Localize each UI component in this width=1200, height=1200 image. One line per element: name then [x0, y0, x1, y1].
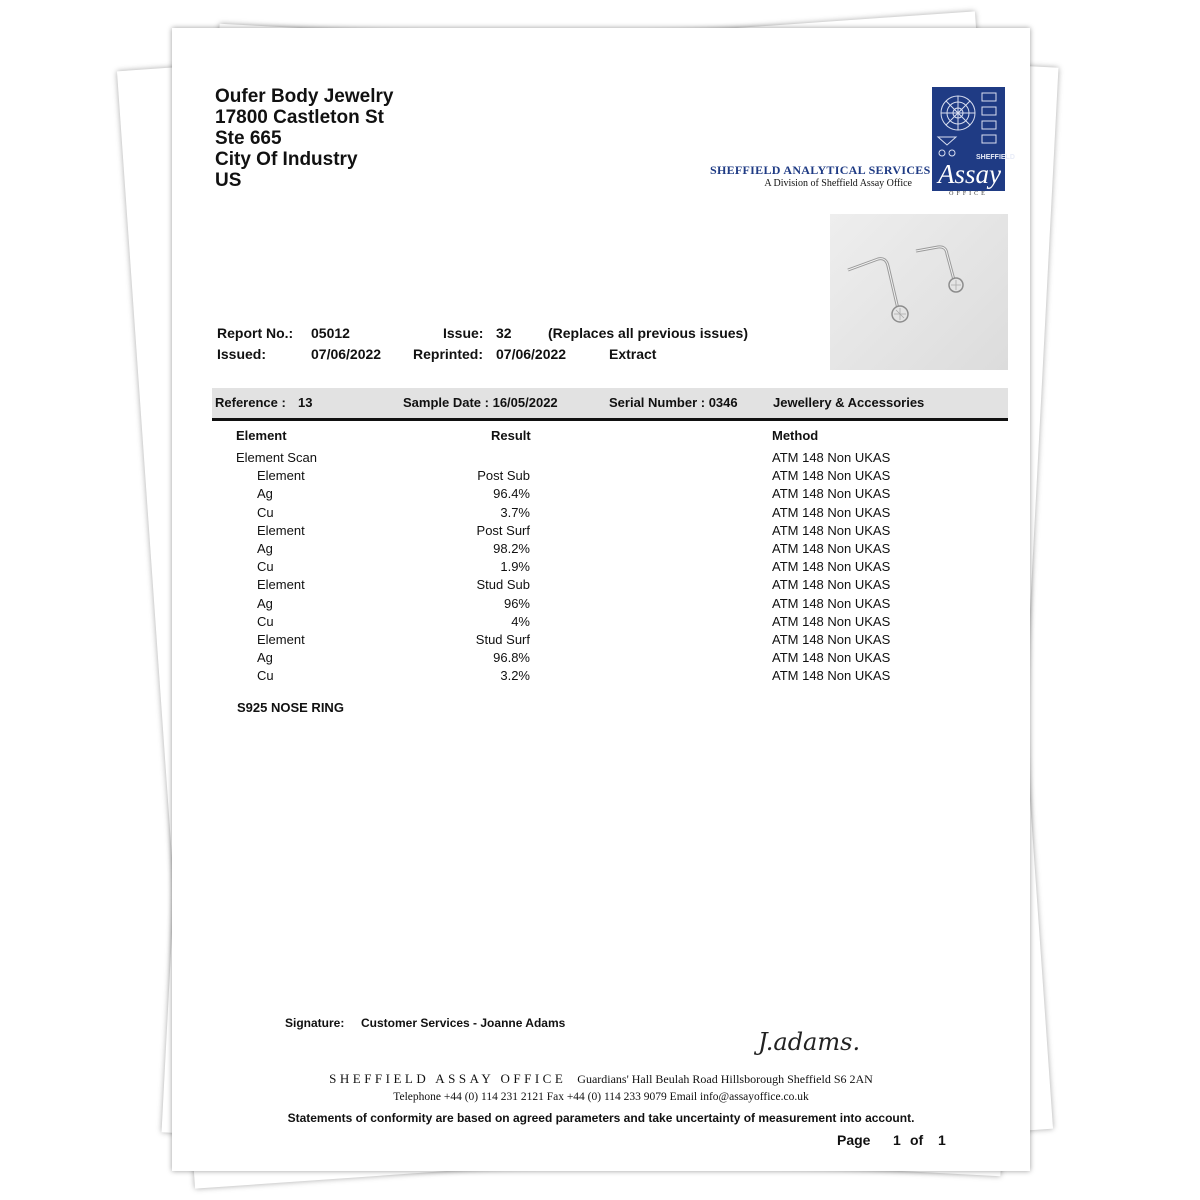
table-row	[172, 541, 1030, 559]
table-row	[172, 650, 1030, 668]
signatory-name: Customer Services - Joanne Adams	[361, 1016, 566, 1030]
row-method: ATM 148 Non UKAS	[772, 595, 891, 611]
replaces-note: (Replaces all previous issues)	[548, 325, 748, 341]
row-element: Ag	[257, 595, 273, 611]
issued-date: 07/06/2022	[311, 346, 382, 362]
row-method: ATM 148 Non UKAS	[772, 450, 891, 465]
product-name: S925 NOSE RING	[237, 700, 344, 715]
row-result: 96.4%	[493, 486, 530, 502]
footer-contact: Telephone +44 (0) 114 231 2121 Fax +44 (0) 114 233 9079 Email info@assayoffice.co.uk	[393, 1091, 809, 1103]
extract-label: Extract	[609, 346, 657, 362]
column-header-result: Result	[491, 428, 531, 443]
row-method: ATM 148 Non UKAS	[772, 504, 891, 520]
row-method: ATM 148 Non UKAS	[772, 613, 891, 629]
sample-date: Sample Date : 16/05/2022	[403, 395, 558, 410]
badge-bottom-text: OFFICE	[949, 191, 988, 197]
reference-value: 13	[298, 395, 313, 410]
row-element: Element	[257, 468, 305, 484]
assay-office-logo	[932, 87, 1015, 191]
signature-label: Signature:	[285, 1016, 345, 1030]
row-element: Cu	[257, 668, 274, 684]
row-element: Element Scan	[236, 450, 317, 465]
footer-office: SHEFFIELD ASSAY OFFICE	[329, 1071, 567, 1086]
report-no-label: Report No.:	[217, 325, 294, 341]
row-element: Element	[257, 632, 305, 647]
row-method: ATM 148 Non UKAS	[772, 632, 891, 647]
row-element: Element	[257, 522, 305, 538]
address-line: US	[215, 170, 242, 191]
handwritten-signature: J.adams.	[758, 1028, 861, 1056]
row-element: Cu	[257, 613, 274, 629]
row-element: Cu	[257, 504, 274, 520]
row-result: 3.7%	[500, 504, 530, 520]
issue-label: Issue:	[443, 325, 484, 341]
badge-top-text: SHEFFIELD	[976, 154, 1015, 161]
issued-label: Issued:	[217, 346, 267, 362]
address-line: 17800 Castleton St	[215, 107, 384, 128]
row-result: Post Surf	[476, 522, 530, 538]
tudor-rose-icon	[932, 87, 1015, 191]
page-total: 1	[938, 1132, 946, 1148]
table-row	[172, 450, 1030, 468]
table-row	[172, 668, 1030, 686]
footer-address: Guardians' Hall Beulah Road Hillsborough Sheffield S6 2AN	[577, 1072, 873, 1086]
table-row	[172, 632, 1030, 650]
certificate-page	[172, 28, 1030, 1171]
lab-name	[710, 163, 931, 189]
row-result: 96%	[503, 595, 530, 611]
row-element: Ag	[257, 541, 273, 556]
table-row	[172, 468, 1030, 486]
row-result: 1.9%	[500, 559, 530, 575]
lab-org: SHEFFIELD ANALYTICAL SERVICES	[710, 163, 931, 177]
address-line: Oufer Body Jewelry	[215, 86, 394, 107]
row-method: ATM 148 Non UKAS	[772, 668, 891, 684]
row-method: ATM 148 Non UKAS	[772, 486, 891, 502]
table-row	[172, 614, 1030, 632]
reprinted-date: 07/06/2022	[496, 346, 567, 362]
column-header-element: Element	[236, 428, 287, 443]
lab-division: A Division of Sheffield Assay Office	[764, 178, 912, 189]
row-method: ATM 148 Non UKAS	[772, 577, 891, 593]
row-method: ATM 148 Non UKAS	[772, 541, 891, 556]
row-result: 98.2%	[493, 541, 530, 556]
row-result: Stud Surf	[475, 632, 530, 647]
table-row	[172, 596, 1030, 614]
row-result: Stud Sub	[476, 577, 530, 593]
row-result: Post Sub	[477, 468, 530, 484]
table-row	[172, 505, 1030, 523]
page-number: 1	[893, 1132, 901, 1148]
nose-ring-image	[830, 214, 1008, 370]
customer-address	[215, 86, 393, 191]
serial-number: Serial Number : 0346	[609, 395, 738, 410]
issue-number: 32	[496, 325, 512, 341]
product-photo	[830, 214, 1008, 370]
table-row	[172, 559, 1030, 577]
row-method: ATM 148 Non UKAS	[772, 559, 891, 575]
row-result: 96.8%	[493, 650, 530, 666]
category: Jewellery & Accessories	[773, 395, 925, 410]
footer-conformity: Statements of conformity are based on agreed parameters and take uncertainty of measurement into account.	[287, 1111, 915, 1125]
column-header-method: Method	[772, 428, 819, 443]
table-row	[172, 577, 1030, 595]
badge-main-text: Assay	[938, 159, 1001, 189]
address-line: Ste 665	[215, 128, 282, 149]
page-label: Page	[837, 1132, 871, 1148]
row-result: 3.2%	[500, 668, 530, 684]
page-of-label: of	[910, 1132, 924, 1148]
footer-office-line	[172, 1071, 1030, 1087]
address-line: City Of Industry	[215, 149, 358, 170]
row-element: Cu	[257, 559, 274, 575]
row-element: Ag	[257, 486, 273, 502]
table-row	[172, 486, 1030, 504]
reference-label: Reference :	[215, 395, 286, 410]
row-element: Ag	[257, 650, 273, 666]
table-row	[172, 523, 1030, 541]
row-method: ATM 148 Non UKAS	[772, 468, 891, 484]
report-no: 05012	[311, 325, 350, 341]
reference-bar	[212, 388, 1008, 421]
row-method: ATM 148 Non UKAS	[772, 650, 891, 666]
reprinted-label: Reprinted:	[413, 346, 483, 362]
row-method: ATM 148 Non UKAS	[772, 522, 891, 538]
row-element: Element	[257, 577, 305, 593]
row-result: 4%	[511, 613, 530, 629]
